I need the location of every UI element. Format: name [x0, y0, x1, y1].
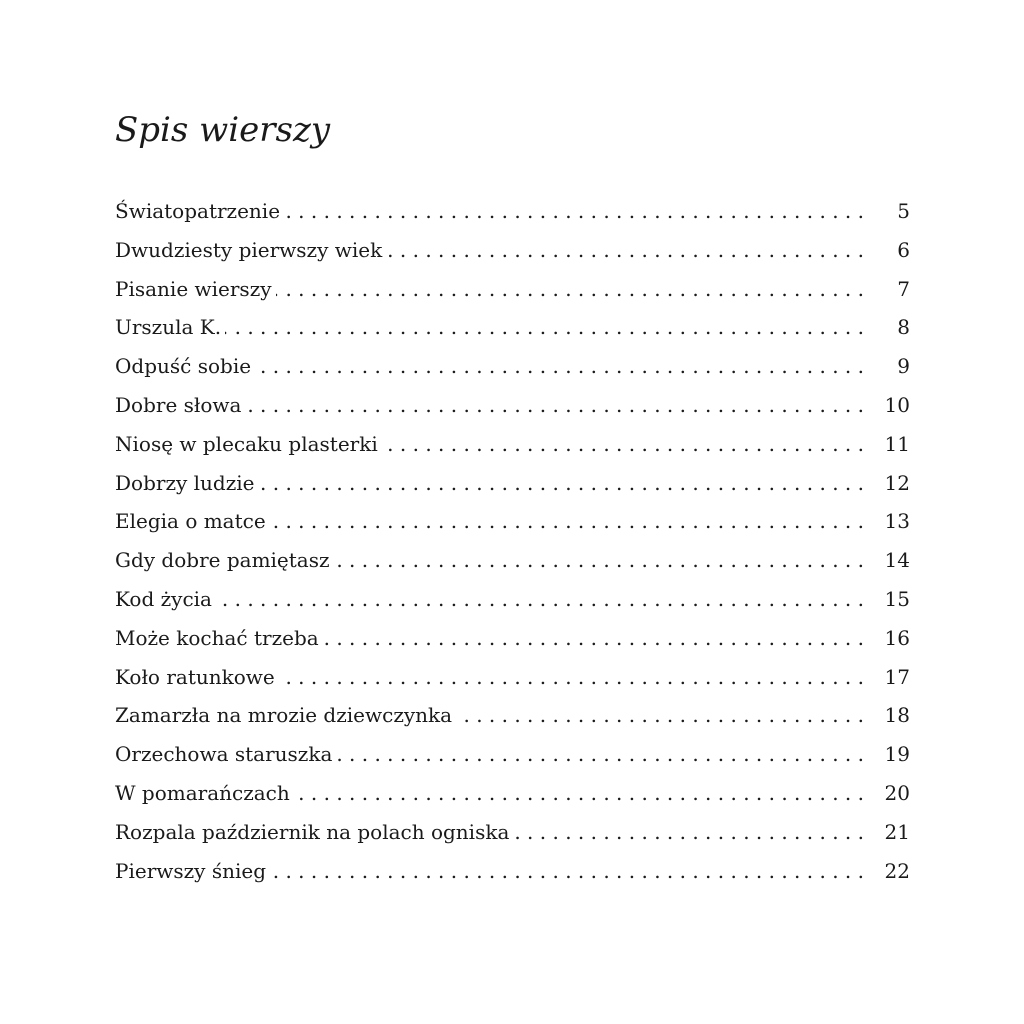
toc-entry[interactable] — [115, 774, 910, 813]
toc-entry-title: Elegia o matce — [115, 509, 266, 534]
toc-page-number: 15 — [884, 586, 910, 611]
dot-leader — [216, 580, 864, 619]
toc-entry-title: Gdy dobre pamiętasz — [115, 548, 330, 573]
toc-page-number: 20 — [884, 780, 910, 805]
dot-leader — [245, 386, 864, 425]
toc-entry[interactable] — [115, 541, 910, 580]
toc-entry[interactable] — [115, 270, 910, 309]
toc-entry-title: W pomarańczach — [115, 780, 290, 805]
dot-leader — [258, 464, 864, 503]
toc-entry-title: Dobre słowa — [115, 392, 242, 417]
toc-page-number: 11 — [884, 431, 910, 456]
toc-entry[interactable] — [115, 386, 910, 425]
dot-leader — [513, 813, 864, 852]
toc-entry[interactable] — [115, 658, 910, 697]
toc-page-number: 9 — [897, 354, 910, 379]
toc-heading: Spis wierszy — [115, 110, 331, 150]
toc-page-number: 6 — [897, 237, 910, 262]
toc-entry[interactable] — [115, 231, 910, 270]
toc-entry-title: Dobrzy ludzie — [115, 470, 255, 495]
dot-leader — [270, 852, 864, 891]
dot-leader — [334, 541, 864, 580]
dot-leader — [294, 774, 864, 813]
toc-entry[interactable] — [115, 580, 910, 619]
toc-page-number: 12 — [884, 470, 910, 495]
toc-entry-title: Orzechowa staruszka — [115, 742, 333, 767]
toc-entry-title: Niosę w plecaku plasterki — [115, 431, 378, 456]
dot-leader — [386, 231, 864, 270]
dot-leader — [336, 735, 864, 774]
dot-leader — [279, 658, 864, 697]
toc-entry[interactable] — [115, 308, 910, 347]
toc-page-number: 8 — [897, 315, 910, 340]
toc-page-number: 16 — [884, 625, 910, 650]
dot-leader — [323, 619, 864, 658]
toc-entry-title: Dwudziesty pierwszy wiek — [115, 237, 383, 262]
dot-leader — [270, 502, 864, 541]
toc-list — [115, 192, 910, 890]
toc-entry-title: Pisanie wierszy — [115, 276, 272, 301]
toc-entry-title: Odpuść sobie — [115, 354, 252, 379]
toc-entry-title: Pierwszy śnieg — [115, 858, 267, 883]
toc-page-number: 17 — [884, 664, 910, 689]
dot-leader — [255, 347, 864, 386]
toc-entry[interactable] — [115, 502, 910, 541]
toc-entry-title: Koło ratunkowe — [115, 664, 275, 689]
toc-entry[interactable] — [115, 813, 910, 852]
toc-entry-title: Urszula K. — [115, 315, 222, 340]
toc-entry[interactable] — [115, 425, 910, 464]
toc-page-number: 7 — [897, 276, 910, 301]
toc-entry-title: Może kochać trzeba — [115, 625, 319, 650]
dot-leader — [284, 192, 864, 231]
toc-page-number: 21 — [884, 819, 910, 844]
toc-entry-title: Światopatrzenie — [115, 199, 281, 223]
toc-entry[interactable] — [115, 696, 910, 735]
dot-leader — [225, 308, 864, 347]
dot-leader — [382, 425, 864, 464]
toc-entry[interactable] — [115, 464, 910, 503]
toc-page-number: 19 — [884, 742, 910, 767]
toc-entry[interactable] — [115, 735, 910, 774]
toc-entry[interactable] — [115, 192, 910, 231]
toc-entry[interactable] — [115, 619, 910, 658]
dot-leader — [276, 270, 864, 309]
toc-entry[interactable] — [115, 852, 910, 891]
toc-entry-title: Zamarzła na mrozie dziewczynka — [115, 703, 453, 728]
toc-entry-title: Kod życia — [115, 586, 212, 611]
toc-page-number: 14 — [884, 548, 910, 573]
toc-page-number: 13 — [884, 509, 910, 534]
toc-entry-title: Rozpala październik na polach ogniska — [115, 819, 510, 844]
toc-page-number: 5 — [897, 199, 910, 223]
dot-leader — [456, 696, 864, 735]
toc-page-number: 22 — [884, 858, 910, 883]
toc-page-number: 18 — [884, 703, 910, 728]
toc-page-number: 10 — [884, 392, 910, 417]
toc-page — [115, 0, 910, 1024]
toc-entry[interactable] — [115, 347, 910, 386]
